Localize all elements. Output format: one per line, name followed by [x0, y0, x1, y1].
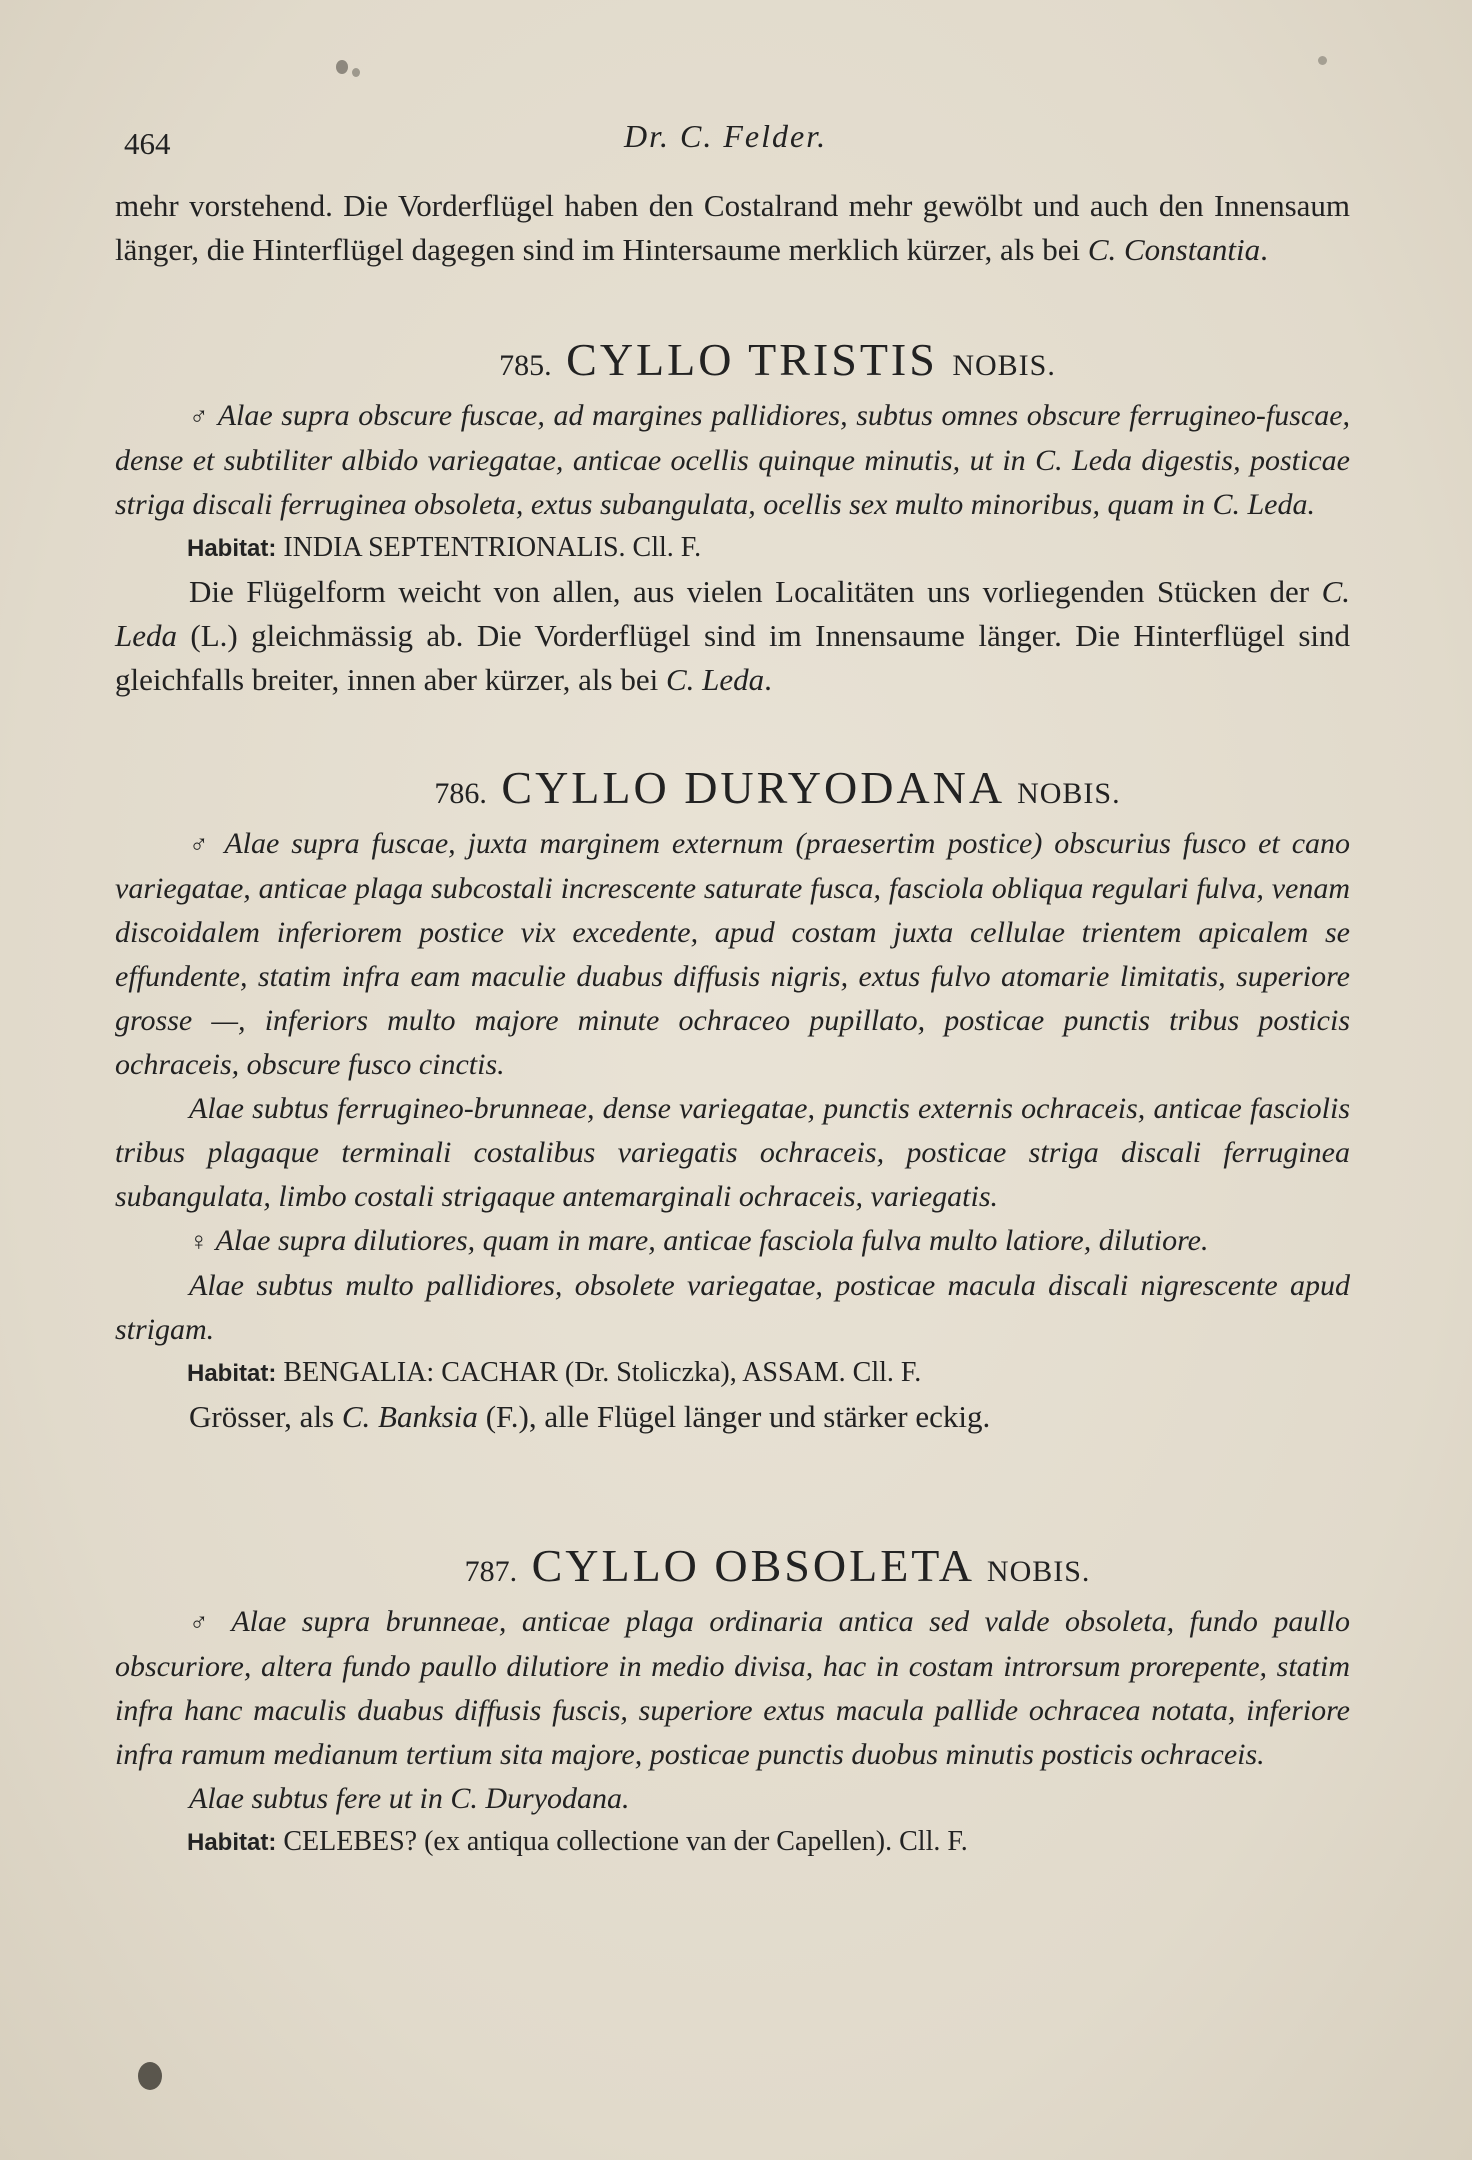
species-heading [115, 332, 1350, 394]
habitat-label: Habitat: [187, 535, 277, 562]
female-symbol: ♀ [189, 1227, 209, 1256]
habitat-line [115, 527, 1350, 570]
habitat-label: Habitat: [187, 1360, 277, 1387]
habitat-line [115, 1821, 1350, 1864]
remarks: Grösser, als C. Banksia (F.), alle Flügel länger und stärker eckig. [189, 1399, 991, 1434]
ink-spot [1318, 56, 1327, 65]
species-author: NOBIS. [986, 1555, 1091, 1588]
latin-description-upper: ♂ Alae supra brunneae, anticae plaga ordinaria antica sed valde obsoleta, fundo paullo obscuriore, altera fundo paullo dilutiore in medio divisa, hac in costam introrsum prorepente, statim infra hanc maculis duabus diffusis fuscis, superiore extus macula pallide ochracea notata, inferiore infra ramum medianum tertium sita majore, posticae punctis duobus minutis posticis ochraceis. [115, 1605, 1351, 1771]
species-name: CYLLO TRISTIS [566, 334, 938, 385]
running-head: Dr. C. Felder. [624, 118, 828, 154]
habitat-line [115, 1352, 1350, 1395]
entry-787 [115, 1538, 1350, 1864]
page-header [124, 118, 1350, 168]
habitat-value: CELEBES? (ex antiqua collectione van der Capellen). Cll. F. [283, 1826, 968, 1857]
intro-text: mehr vorstehend. Die Vorderflügel haben den Costalrand mehr gewölbt und auch den Innensaum länger, die Hinterflügel dagegen sind im Hintersaume merklich kürzer, als bei [115, 188, 1350, 267]
intro-species-ref: C. Constantia [1087, 232, 1261, 267]
species-number: 785. [499, 349, 552, 382]
habitat-value: BENGALIA: CACHAR (Dr. Stoliczka), ASSAM. Cll. F. [283, 1357, 922, 1388]
male-symbol: ♂ [189, 830, 213, 859]
species-heading [115, 760, 1350, 822]
ink-spot [336, 60, 348, 74]
habitat-label: Habitat: [187, 1829, 277, 1856]
species-author: NOBIS. [1017, 777, 1121, 810]
species-number: 786. [434, 777, 487, 810]
habitat-value: INDIA SEPTENTRIONALIS. Cll. F. [283, 532, 702, 563]
ink-spot [352, 68, 360, 77]
entry-786 [115, 760, 1350, 1439]
species-author: NOBIS. [952, 349, 1056, 382]
latin-description-female-under: Alae subtus multo pallidiores, obsolete variegatae, posticae macula discali nigrescente apud strigam. [115, 1269, 1350, 1346]
species-name: CYLLO OBSOLETA [531, 1540, 973, 1591]
intro-paragraph: mehr vorstehend. Die Vorderflügel haben den Costalrand mehr gewölbt und auch den Innensaum länger, die Hinterflügel dagegen sind im Hintersaume merklich kürzer, als bei C. Constantia. [115, 188, 1350, 267]
latin-description-male-upper: ♂ Alae supra fuscae, juxta marginem externum (praesertim postice) obscurius fusco et cano variegatae, anticae plaga subcostali increscente saturate fusca, fasciola obliqua regulari fulva, venam discoidalem inferiorem postice vix excedente, apud costam juxta cellulae trientem apicalem se effundente, statim infra eam maculie duabus diffusis nigris, extus fulvo atomarie limitatis, superiore grosse —, inferiors multo majore minute ochraceo pupillato, posticae punctis tribus posticis ochraceis, obscure fusco cinctis. [115, 827, 1351, 1081]
entry-785 [115, 332, 1350, 702]
species-number: 787. [464, 1555, 518, 1588]
ink-spot [138, 2062, 162, 2090]
species-heading [115, 1538, 1350, 1600]
male-symbol: ♂ [189, 402, 210, 431]
latin-description-female-upper: ♀ Alae supra dilutiores, quam in mare, anticae fasciola fulva multo latiore, dilutiore. [189, 1224, 1209, 1257]
latin-description-male-under: Alae subtus ferrugineo-brunneae, dense variegatae, punctis externis ochraceis, anticae fasciolis tribus plagaque terminali costalibus variegatis ochraceis, posticae striga discali ferruginea subangulata, limbo costali strigaque antemarginali ochraceis, variegatis. [115, 1092, 1350, 1213]
page-number: 464 [124, 126, 171, 161]
species-name: CYLLO DURYODANA [501, 762, 1003, 813]
latin-description-under: Alae subtus fere ut in C. Duryodana. [189, 1782, 630, 1815]
latin-description: ♂ Alae supra obscure fuscae, ad margines pallidiores, subtus omnes obscure ferrugineo-fuscae, dense et subtiliter albido variegatae, anticae ocellis quinque minutis, ut in C. Leda digestis, posticae striga discali ferruginea obsoleta, extus subangulata, ocellis sex multo minoribus, quam in C. Leda. [115, 399, 1351, 521]
male-symbol: ♂ [189, 1608, 217, 1637]
remarks: Die Flügelform weicht von allen, aus vielen Localitäten uns vorliegenden Stücken der C. Leda (L.) gleichmässig ab. Die Vorderflügel sind im Innensaume länger. Die Hinterflügel sind gleichfalls breiter, innen aber kürzer, als bei C. Leda. [115, 574, 1350, 697]
